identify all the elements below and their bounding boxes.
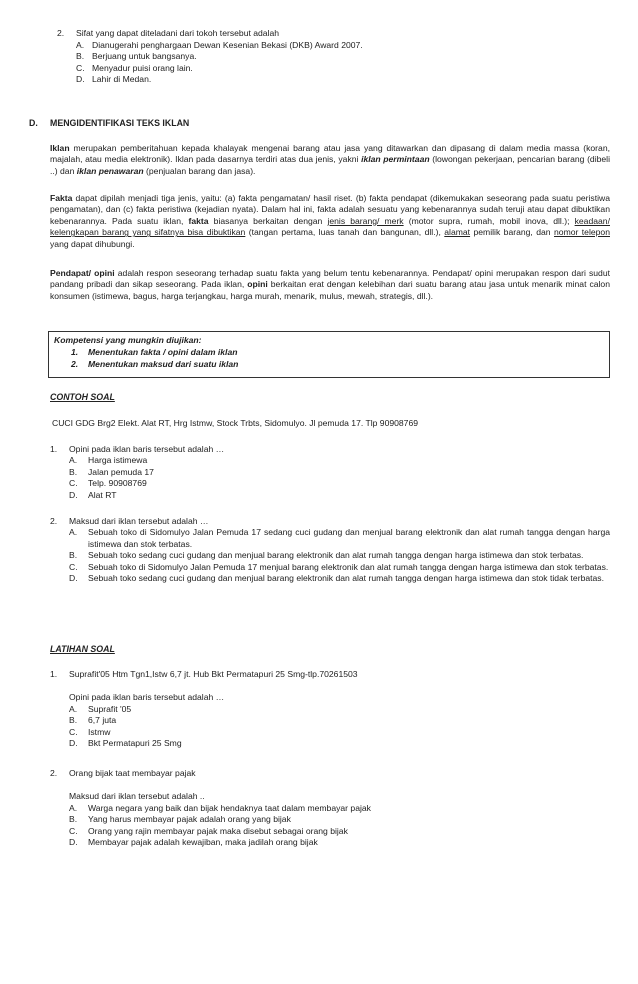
term-opini: opini [247,279,268,290]
latihan-question-2 [50,768,610,848]
option-text: Harga istimewa [88,455,148,466]
paragraph-text: merupakan pemberitahuan kepada khalayak mengenai barang atau jasa yang ditawarkan dan dipasang di dalam media massa (koran, majalah, atau media elektronik). Iklan pada dasarnya terdiri atas dua jenis, yakni [50,143,610,165]
option-text: Alat RT [88,489,117,500]
option-letter: C. [69,726,78,737]
option-letter: B. [76,51,85,62]
option-letter: B. [69,715,78,726]
option-letter: D. [69,489,78,500]
option-row [50,803,610,814]
question-text: Opini pada iklan baris tersebut adalah … [69,444,225,454]
option-text: Yang harus membayar pajak adalah orang yang bijak [88,814,291,825]
term-iklan: Iklan [50,143,70,153]
option-letter: A. [69,455,78,466]
option-letter: A. [69,703,78,714]
section-heading [29,118,429,129]
option-letter: D. [69,573,78,584]
option-letter: A. [69,527,78,538]
option-text: Jalan pemuda 17 [88,466,154,477]
option-row [57,40,597,52]
option-text: 6,7 juta [88,715,117,726]
term-fakta: Fakta [50,193,73,203]
kompetensi-title: Kompetensi yang mungkin diujikan: [54,335,202,345]
underlined-keadaan: keadaan/ kelengkapan barang yang sifatnya bisa dibuktikan [50,215,610,238]
ad-text: Orang bijak taat membayar pajak [69,768,196,778]
option-row [57,63,597,75]
paragraph-text: berkaitan erat dengan kelebihan dari suatu barang atau jasa untuk menarik minat calon konsumen (istimewa, bagus, harga terjangkau, harga murah, menarik, mulus, mewah, strategis, dll.). [50,279,610,301]
paragraph-text: dapat dipilah menjadi tiga jenis, yaitu: (a) fakta pengamatan/ hasil riset. (b) fakta pendapat (dikemukakan seseorang pada suatu peristiwa pengamatan), dan (c) fakta peristiwa (kejadian nyata). Dalam hal ini, fakta adalah sesuatu yang kebenarannya sudah teruji atau dapat dibuktikan kebenarannya. Pada suatu iklan, [50,193,610,226]
paragraph-fakta [50,193,610,250]
option-row [57,51,597,63]
question-text: Opini pada iklan baris tersebut adalah … [69,692,225,703]
paragraph-text: adalah respon seseorang terhadap suatu fakta yang belum tentu kebenarannya. Pendapat/ opini merupakan respon dari sudut pandang pribadi dan sikap seseorang. Pada iklan, [50,268,610,290]
section-title: MENGIDENTIFIKASI TEKS IKLAN [50,118,190,128]
term-iklan-penawaran: iklan penawaran [76,165,144,176]
question-number: 1. [50,669,58,679]
contoh-question-1 [50,444,610,501]
underlined-nomor-telepon: nomor telepon [554,227,610,238]
option-text: Sebuah toko di Sidomulyo Jalan Pemuda 17 menjual barang elektronik dan alat rumah tangga dengan harga istimewa dan stok terbatas. [88,561,609,572]
section-label: D. [29,118,38,128]
option-text: Suprafit '05 [88,703,132,714]
option-text: Menyadur puisi orang lain. [92,62,193,73]
option-letter: D. [76,74,85,85]
option-row [69,573,610,584]
paragraph-iklan [50,143,610,177]
option-text: Dianugerahi penghargaan Dewan Kesenian Bekasi (DKB) Award 2007. [92,39,363,50]
kompetensi-text: Menentukan fakta / opini dalam iklan [88,347,238,357]
option-letter: C. [69,478,78,489]
option-letter: A. [76,39,85,50]
term-pendapat-opini: Pendapat/ opini [50,268,115,278]
latihan-question-1 [50,669,610,749]
option-letter: B. [69,466,78,477]
paragraph-text: biasanya berkaitan dengan [208,215,328,226]
option-letter: C. [69,561,78,572]
option-text: Bkt Permatapuri 25 Smg [88,737,182,748]
option-text: Telp. 90908769 [88,478,147,489]
option-row [50,455,610,466]
question-2-top [57,28,597,86]
option-row [69,527,610,550]
option-letter: C. [76,62,85,73]
option-row [50,738,610,749]
kompetensi-number: 1. [71,347,79,357]
option-text: Warga negara yang baik dan bijak hendaknya taat dalam membayar pajak [88,802,371,813]
option-row [50,490,610,501]
option-row [57,74,597,86]
term-iklan-permintaan: iklan permintaan [361,154,430,165]
option-letter: C. [69,825,78,836]
paragraph-text: yang dapat dihubungi. [50,238,135,249]
question-number: 2. [50,768,58,778]
question-text: Sifat yang dapat diteladani dari tokoh tersebut adalah [76,28,280,38]
option-text: Membayar pajak adalah kewajiban, maka jadilah orang bijak [88,836,318,847]
paragraph-text: (penjualan barang dan jasa). [143,165,256,176]
option-text: Sebuah toko di Sidomulyo Jalan Pemuda 17 sedang cuci gudang dan menjual barang elektronik dan alat rumah tangga dengan harga istimewa dan stok terbatas. [88,527,610,549]
option-row [50,715,610,726]
question-number: 2. [50,516,58,526]
kompetensi-item [71,359,471,370]
kompetensi-number: 2. [71,359,79,369]
option-row [50,478,610,489]
option-letter: B. [69,550,78,561]
paragraph-text: pemilik barang, dan [470,227,555,238]
option-text: Berjuang untuk bangsanya. [92,51,197,62]
contoh-question-2 [50,516,610,584]
option-text: Lahir di Medan. [92,74,152,85]
latihan-soal-heading: LATIHAN SOAL [50,644,115,654]
ad-text: Suprafit'05 Htm Tgn1,Istw 6,7 jt. Hub Bkt Permatapuri 25 Smg-tlp.70261503 [69,669,358,679]
option-row [69,550,610,561]
option-text: Sebuah toko sedang cuci gudang dan menjual barang elektronik dan alat rumah tangga dengan harga istimewa dan stok tidak terbatas. [88,573,604,584]
option-letter: D. [69,737,78,748]
option-text: Orang yang rajin membayar pajak maka disebut sebagai orang bijak [88,825,348,836]
option-row [50,704,610,715]
option-text: Sebuah toko sedang cuci gudang dan menjual barang elektronik dan alat rumah tangga dengan harga istimewa dan stok terbatas. [88,550,584,561]
paragraph-text: (lowongan pekerjaan, pencarian barang (dibeli ..) dan [50,154,610,176]
underlined-jenis-barang: jenis barang/ merk [327,215,404,226]
paragraph-text: (motor supra, rumah, mobil inova, dll.); [403,215,575,226]
option-row [50,814,610,825]
term-fakta-inline: fakta [188,215,209,226]
option-letter: B. [69,814,78,825]
kompetensi-item [71,347,471,358]
underlined-alamat: alamat [444,227,471,238]
question-number: 1. [50,444,58,454]
option-text: Istmw [88,726,111,737]
contoh-soal-heading: CONTOH SOAL [50,392,115,402]
question-text: Maksud dari iklan tersebut adalah … [69,516,209,526]
kompetensi-box [48,331,610,378]
question-number: 2. [57,28,65,38]
option-row [50,467,610,478]
paragraph-text: (tangan pertama, luas tanah dan bangunan, dll.), [245,227,445,238]
question-text: Maksud dari iklan tersebut adalah .. [69,791,205,802]
option-letter: A. [69,802,78,813]
contoh-ad-text: CUCI GDG Brg2 Elekt. Alat RT, Hrg Istmw, Stock Trbts, Sidomulyo. Jl pemuda 17. Tlp 90908769 [52,418,419,428]
option-letter: D. [69,836,78,847]
option-row [50,826,610,837]
option-row [50,727,610,738]
option-row [50,837,610,848]
kompetensi-text: Menentukan maksud dari suatu iklan [88,359,239,369]
paragraph-opini [50,268,610,302]
option-row [69,562,610,573]
